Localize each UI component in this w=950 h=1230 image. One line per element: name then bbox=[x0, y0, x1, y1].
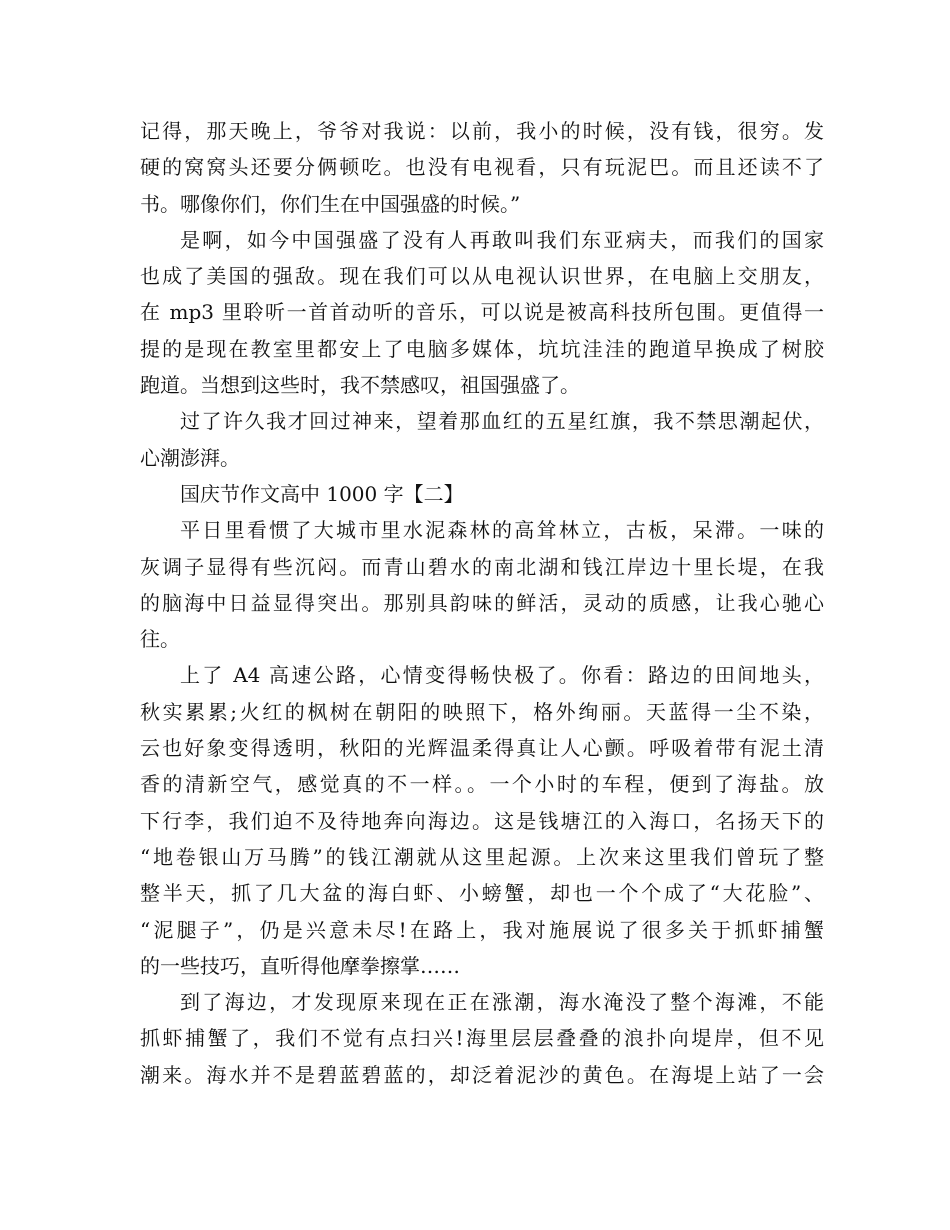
section-heading: 国庆节作文高中 1000 字【二】 bbox=[180, 481, 464, 506]
text-line: 在 mp3 里聆听一首首动听的音乐，可以说是被高科技所包围。更值得一 bbox=[140, 300, 824, 325]
text-line: 提的是现在教室里都安上了电脑多媒体，坑坑洼洼的跑道早换成了树胶 bbox=[140, 336, 824, 361]
text-line: 跑道。当想到这些时，我不禁感叹，祖国强盛了。 bbox=[140, 373, 580, 398]
text-line: 记得，那天晚上，爷爷对我说：以前，我小的时候，没有钱，很穷。发 bbox=[140, 119, 824, 143]
text-line: “泥腿子”，仍是兴意未尽!在路上，我对施展说了很多关于抓虾捕蟹 bbox=[140, 917, 824, 942]
text-line: 过了许久我才回过神来，望着那血红的五星红旗，我不禁思潮起伏， bbox=[180, 409, 824, 434]
text-line: 秋实累累;火红的枫树在朝阳的映照下，格外绚丽。天蓝得一尘不染， bbox=[140, 699, 824, 724]
text-line: 抓虾捕蟹了，我们不觉有点扫兴!海里层层叠叠的浪扑向堤岸，但不见 bbox=[140, 1026, 824, 1051]
text-line: 心潮澎湃。 bbox=[140, 445, 240, 470]
essay-body bbox=[140, 113, 824, 1093]
text-line: 是啊，如今中国强盛了没有人再敢叫我们东亚病夫，而我们的国家 bbox=[180, 227, 824, 252]
text-line: 上了 A4 高速公路，心情变得畅快极了。你看：路边的田间地头， bbox=[180, 663, 824, 688]
text-line: 平日里看惯了大城市里水泥森林的高耸林立，古板，呆滞。一味的 bbox=[180, 518, 824, 543]
text-line: 的一些技巧，直听得他摩拳擦掌…… bbox=[140, 953, 460, 978]
text-line: 的脑海中日益显得突出。那别具韵味的鲜活，灵动的质感，让我心驰心 bbox=[140, 590, 824, 615]
text-line: 潮来。海水并不是碧蓝碧蓝的，却泛着泥沙的黄色。在海堤上站了一会 bbox=[140, 1062, 824, 1087]
text-line: 云也好象变得透明，秋阳的光辉温柔得真让人心颤。呼吸着带有泥土清 bbox=[140, 736, 824, 761]
text-line: “地卷银山万马腾”的钱江潮就从这里起源。上次来这里我们曾玩了整 bbox=[140, 844, 824, 869]
text-line: 也成了美国的强敌。现在我们可以从电视认识世界，在电脑上交朋友， bbox=[140, 264, 824, 289]
text-line: 到了海边，才发现原来现在正在涨潮，海水淹没了整个海滩，不能 bbox=[180, 990, 824, 1015]
text-line: 香的清新空气，感觉真的不一样。。一个小时的车程，便到了海盐。放 bbox=[140, 772, 824, 797]
text-line: 往。 bbox=[140, 627, 180, 652]
text-line: 灰调子显得有些沉闷。而青山碧水的南北湖和钱江岸边十里长堤，在我 bbox=[140, 554, 824, 579]
text-line: 书。哪像你们，你们生在中国强盛的时候。” bbox=[140, 191, 521, 216]
text-line: 下行李，我们迫不及待地奔向海边。这是钱塘江的入海口，名扬天下的 bbox=[140, 808, 824, 833]
text-line: 整半天，抓了几大盆的海白虾、小螃蟹，却也一个个成了“大花脸”、 bbox=[140, 881, 824, 906]
text-line: 硬的窝窝头还要分俩顿吃。也没有电视看，只有玩泥巴。而且还读不了 bbox=[140, 155, 824, 180]
